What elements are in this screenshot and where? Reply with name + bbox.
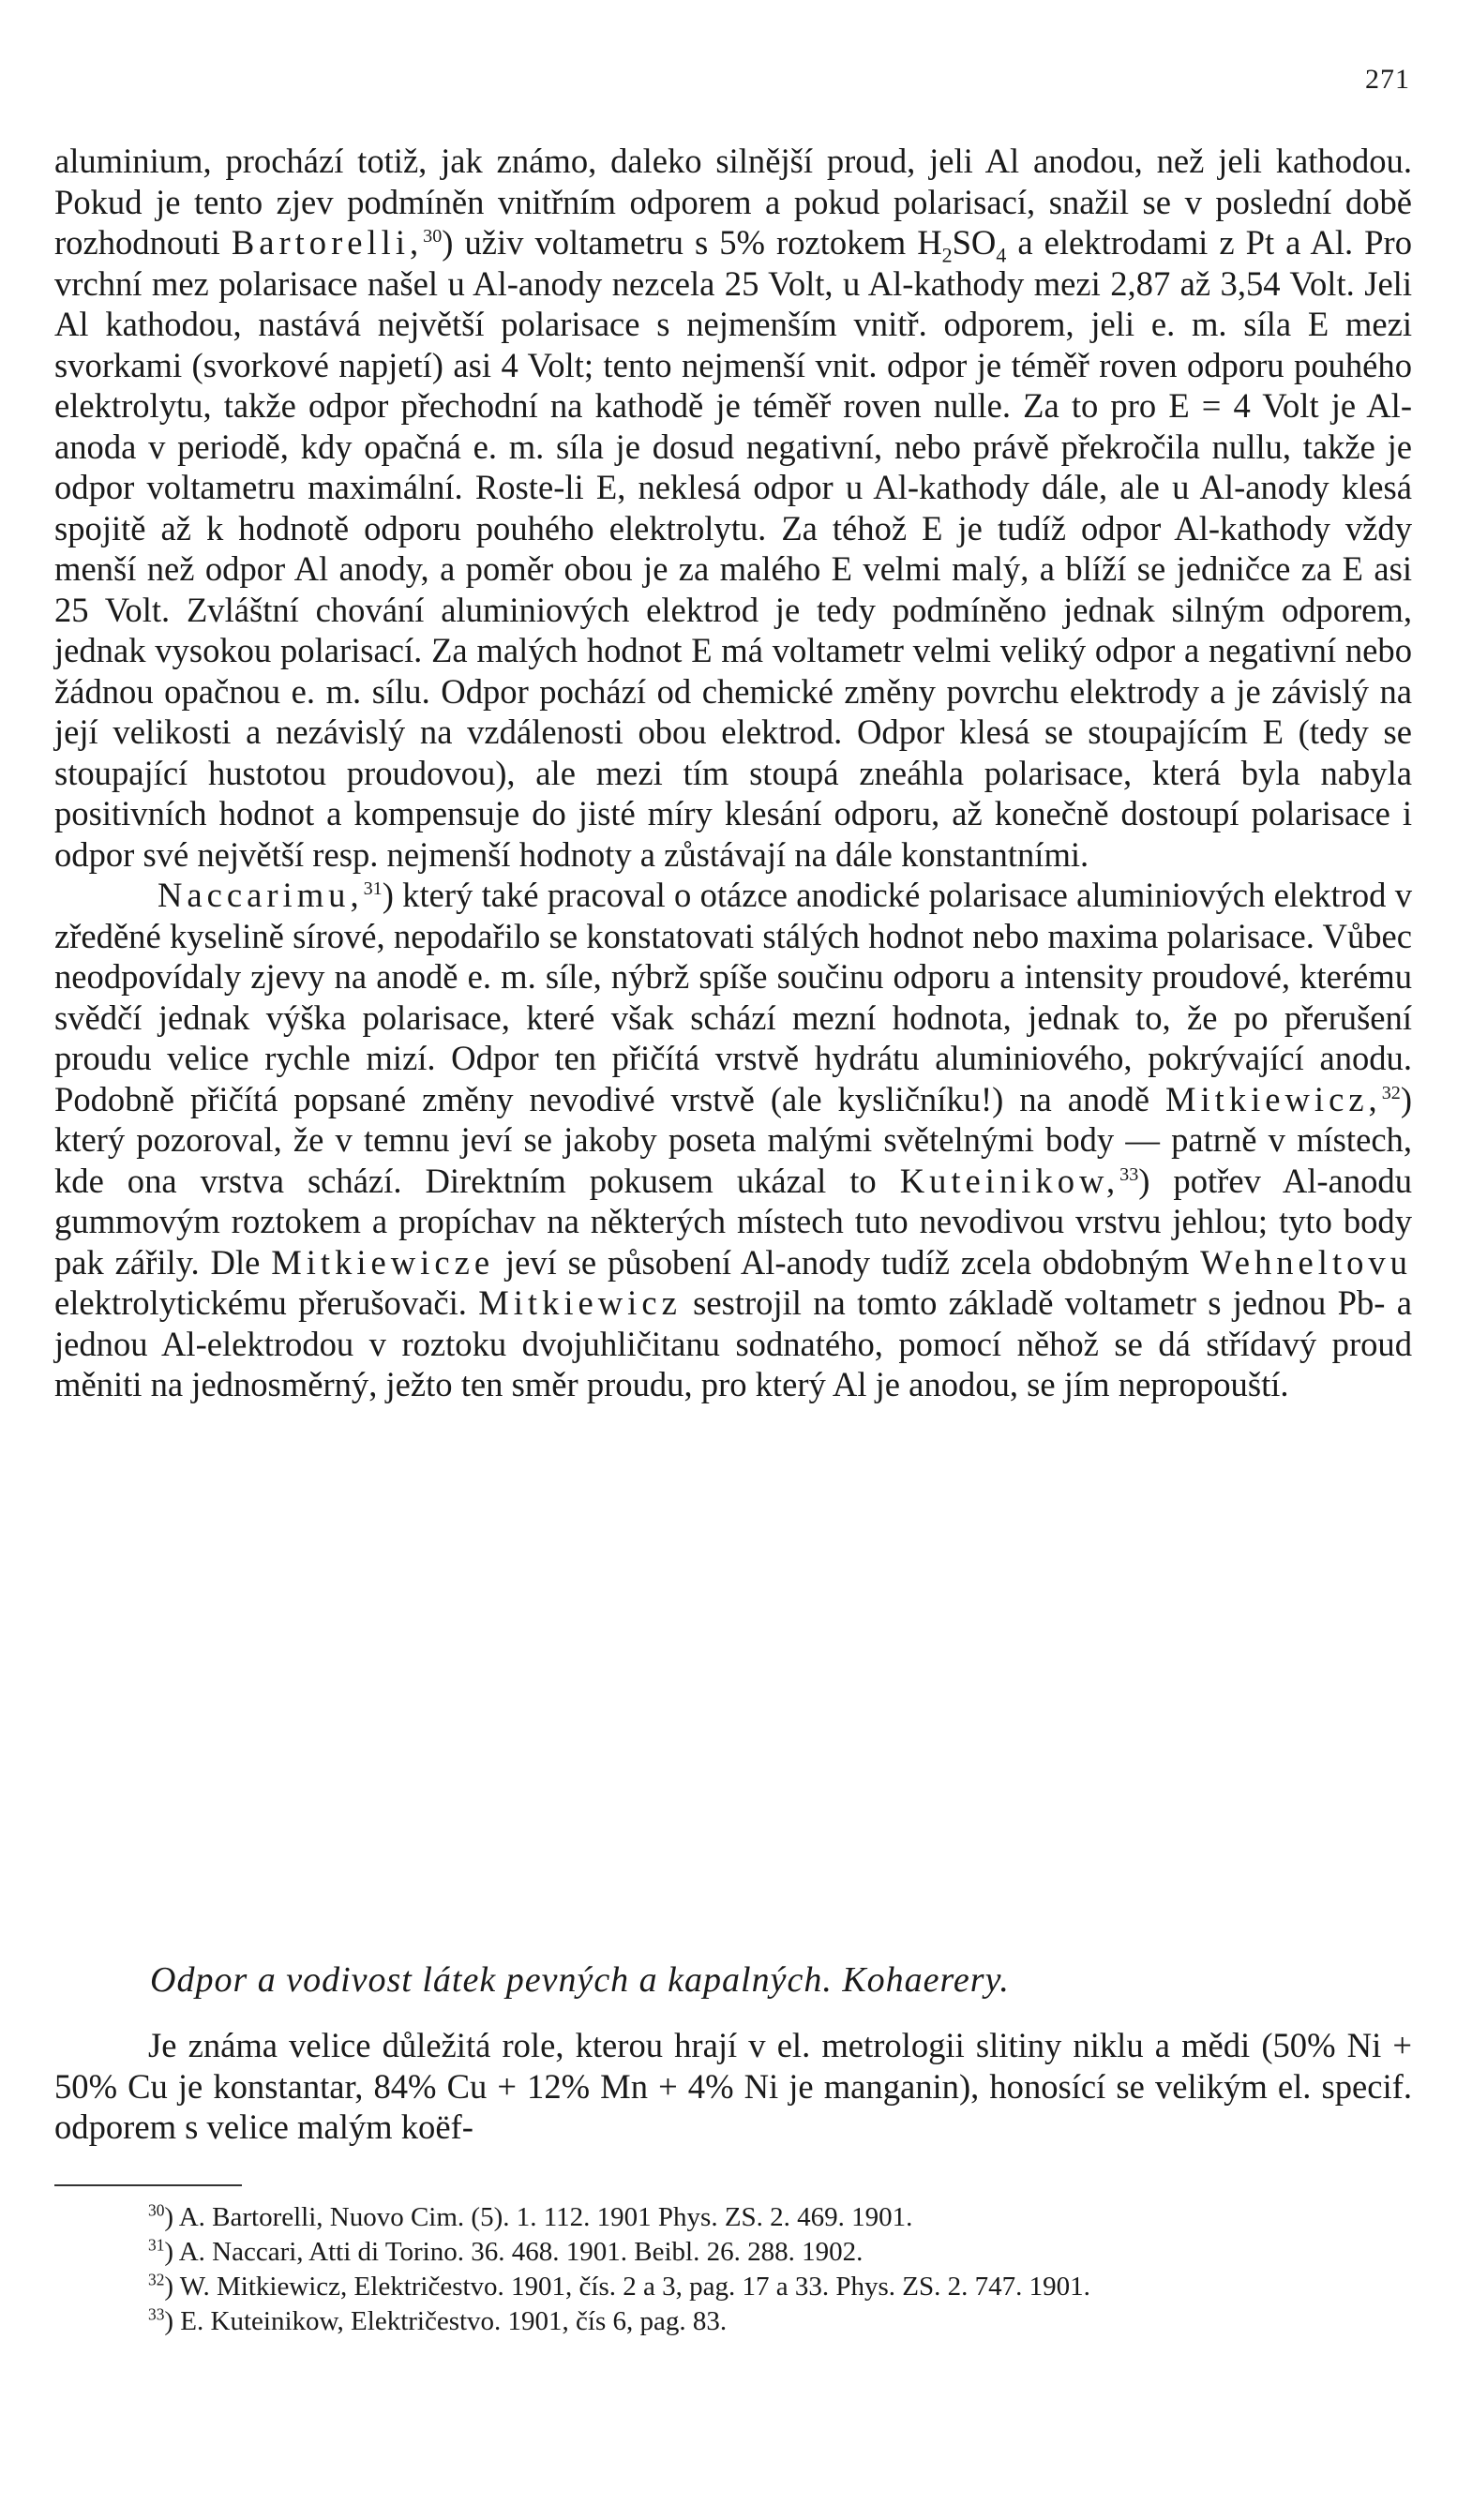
reference-mark: 31: [363, 878, 383, 899]
paragraph: [54, 875, 1412, 1405]
footnote-mark: 30: [148, 2200, 165, 2220]
text-run: ) uživ voltametru s 5% roztokem H: [442, 223, 942, 262]
subscript: 4: [996, 243, 1007, 267]
author-name: Mitkiewicz,: [1164, 1079, 1382, 1118]
author-name: Kuteinikow,: [899, 1161, 1120, 1200]
subscript: 2: [941, 243, 953, 267]
author-name: Mitkiewicz: [478, 1283, 682, 1322]
text-run: aluminium, prochází totiž, jak známo, daleko silnější proud, jeli Al anodou, než jeli kathodou. Pokud je tento zjev podmíněn vnitřním odporem a pokud polarisací, snažil se v poslední době rozhodnouti: [54, 142, 1412, 262]
footnote-text: ) A. Bartorelli, Nuovo Cim. (5). 1. 112. 1901 Phys. ZS. 2. 469. 1901.: [164, 2202, 913, 2232]
text-run: ) který také pracoval o otázce anodické polarisace aluminiových elektrod v zředěné kyselině sírové, nepodařilo se konstatovati stálých hodnot nebo maxima polarisace. Vůbec neodpovídaly zjevy na anodě e. m. síle, nýbrž spíše součinu odporu a intensity proudové, kterému svědčí jednak výška polarisace, které však schází mezní hodnota, jednak to, že po přerušení proudu velice rychle mizí. Odpor ten přičítá vrstvě hydrátu aluminiového, pokrývající anodu. Podobně přičítá popsané změny nevodivé vrstvě (ale kysličníku!) na anodě: [54, 876, 1412, 1118]
text-run: SO: [952, 223, 997, 262]
footnote-divider: [54, 2184, 242, 2186]
footnote-mark: 31: [148, 2235, 165, 2255]
footnote-text: ) E. Kuteinikow, Električestvo. 1901, čís 6, pag. 83.: [164, 2306, 728, 2336]
footnote: [54, 2270, 1412, 2304]
section-heading: Odpor a vodivost látek pevných a kapalných. Kohaerery.: [150, 1960, 1010, 2000]
footnote-mark: 33: [148, 2304, 165, 2324]
text-run: sestrojil na tomto základě voltametr s jednou Pb- a jednou Al-elektrodou v roztoku dvojuhličitanu sodnatého, pomocí něhož se dá střídavý proud měniti na jednosměrný, ježto ten směr proudu, pro který Al je anodou, se jím nepropouští.: [54, 1283, 1412, 1403]
reference-mark: 32: [1381, 1082, 1401, 1103]
body-text: [54, 141, 1412, 1405]
author-name: Naccarimu,: [158, 876, 364, 914]
footnote-text: ) A. Naccari, Atti di Torino. 36. 468. 1901. Beibl. 26. 288. 1902.: [164, 2237, 864, 2267]
text-run: ) který pozoroval, že v temnu jeví se jakoby poseta malými světelnými body — patrně v místech, kde ona vrstva schází. Direktním pokusem ukázal to: [54, 1079, 1412, 1200]
footnote: [54, 2235, 1412, 2270]
body-text-continued: [54, 2025, 1412, 2148]
footnote: [54, 2200, 1412, 2235]
text-run: a elektrodami z Pt a Al. Pro vrchní mez polarisace našel u Al-anody nezcela 25 Volt, u Al-kathody mezi 2,87 až 3,54 Volt. Jeli Al kathodou, nastává největší polarisace s nejmenším vnitř. odporem, jeli e. m. síla E mezi svorkami (svorkové napjetí) asi 4 Volt; tento nejmenší vnit. odpor je téměř roven odporu pouhého elektrolytu, takže odpor přechodní na kathodě je téměř roven nulle. Za to pro E = 4 Volt je Al-anoda v periodě, kdy opačná e. m. síla je dosud negativní, nebo právě překročila nullu, takže je odpor voltametru maximální. Roste-li E, neklesá odpor u Al-kathody dále, ale u Al-anody klesá spojitě až k hodnotě odporu pouhého elektrolytu. Za téhož E je tudíž odpor Al-kathody vždy menší než odpor Al anody, a poměr obou je za malého E velmi malý, a blíží se jedničce za E asi 25 Volt. Zvláštní chování aluminiových elektrod je tedy podmíněno jednak silným odporem, jednak vysokou polarisací. Za malých hodnot E má voltametr velmi veliký odpor a negativní nebo žádnou opačnou e. m. sílu. Odpor pochází od chemické změny povrchu elektrody a je závislý na její velikosti a nezávislý na vzdálenosti obou elektrod. Odpor klesá se stoupajícím E (tedy se stoupající hustotou proudovou), ale mezi tím stoupá zneáhla polarisace, která byla nabyla positivních hodnot a kompensuje do jisté míry klesání odporu, až konečně dostoupí polarisace i odpor své největší resp. nejmenší hodnoty a zůstávají na dále konstantními.: [54, 223, 1412, 874]
reference-mark: 33: [1119, 1163, 1139, 1185]
paragraph: [54, 141, 1412, 875]
page-number: 271: [1365, 64, 1410, 95]
paragraph: Je známa velice důležitá role, kterou hrají v el. metrologii slitiny niklu a mědi (50% Ni + 50% Cu je konstantar, 84% Cu + 12% Mn + 4% Ni je manganin), honosící se velikým el. specif. odporem s velice malým koëf-: [54, 2026, 1412, 2146]
author-name: Wehneltovu: [1200, 1242, 1412, 1282]
text-run: ) potřev Al-anodu gummovým roztokem a propíchav na některých místech tuto nevodivou vrstvu jehlou; tyto body pak zářily. Dle: [54, 1161, 1412, 1282]
footnotes: [54, 2200, 1412, 2339]
footnote-text: ) W. Mitkiewicz, Električestvo. 1901, čís. 2 a 3, pag. 17 a 33. Phys. ZS. 2. 747. 1901.: [164, 2272, 1090, 2302]
text-run: jeví se působení Al-anody tudíž zcela obdobným: [504, 1242, 1190, 1282]
author-name: Bartorelli,: [231, 223, 424, 262]
footnote: [54, 2304, 1412, 2339]
footnote-mark: 32: [148, 2270, 165, 2289]
reference-mark: 30: [423, 225, 443, 247]
author-name: Mitkiewicze: [271, 1242, 495, 1282]
text-run: elektrolytickému přerušovači.: [54, 1283, 467, 1322]
